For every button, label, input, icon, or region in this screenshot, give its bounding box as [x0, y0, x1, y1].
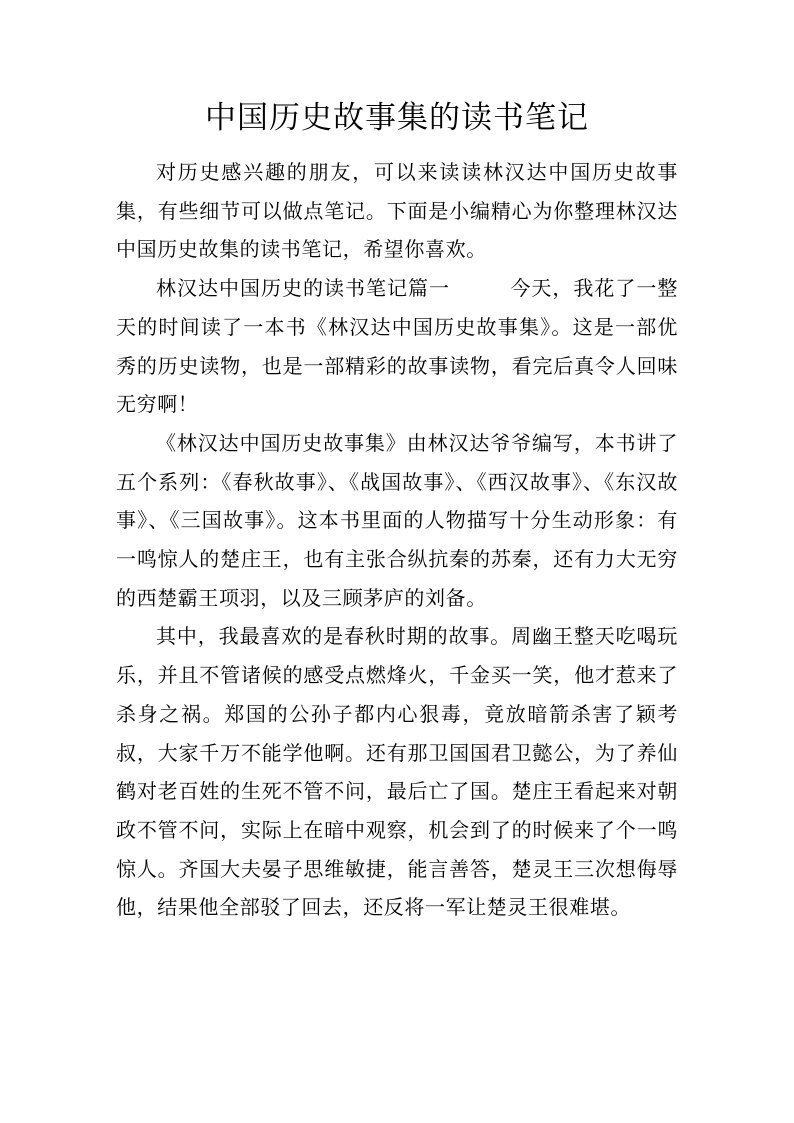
paragraph-book-series-text: 《林汉达中国历史故事集》由林汉达爷爷编写，本书讲了五个系列：《春秋故事》、《战国故事》、《西汉故事》、《东汉故事》、《三国故事》。这本书里面的人物描写十分生动形象：有一鸣惊人的楚庄王，也有主张合纵抗秦的苏秦，还有力大无穷的西楚霸王项羽，以及三顾茅庐的刘备。 — [116, 430, 678, 610]
paragraph-section-heading — [116, 269, 678, 424]
paragraph-reading-text: 今天，我花了一整天的时间读了一本书《林汉达中国历史故事集》。这是一部优秀的历史读物，也是一部精彩的故事读物，看完后真令人回味无穷啊！ — [116, 276, 678, 417]
document-body — [116, 153, 678, 927]
paragraph-intro-text: 对历史感兴趣的朋友，可以来读读林汉达中国历史故事集，有些细节可以做点笔记。下面是小编精心为你整理林汉达中国历史故集的读书笔记，希望你喜欢。 — [116, 160, 678, 262]
paragraph-favorite-stories — [116, 617, 678, 927]
document-title: 中国历史故事集的读书笔记 — [205, 100, 589, 136]
section-heading-text: 林汉达中国历史的读书笔记篇一 — [156, 276, 450, 301]
paragraph-book-series — [116, 424, 678, 618]
paragraph-intro — [116, 153, 678, 269]
paragraph-favorite-stories-text: 其中，我最喜欢的是春秋时期的故事。周幽王整天吃喝玩乐，并且不管诸候的感受点燃烽火，千金买一笑，他才惹来了杀身之祸。郑国的公孙子都内心狠毒，竟放暗箭杀害了颖考叔，大家千万不能学他啊。还有那卫国国君卫懿公，为了养仙鹤对老百姓的生死不管不问，最后亡了国。楚庄王看起来对朝政不管不问，实际上在暗中观察，机会到了的时候来了个一鸣惊人。齐国大夫晏子思维敏捷，能言善答，楚灵王三次想侮辱他，结果他全部驳了回去，还反将一军让楚灵王很难堪。 — [116, 624, 678, 920]
